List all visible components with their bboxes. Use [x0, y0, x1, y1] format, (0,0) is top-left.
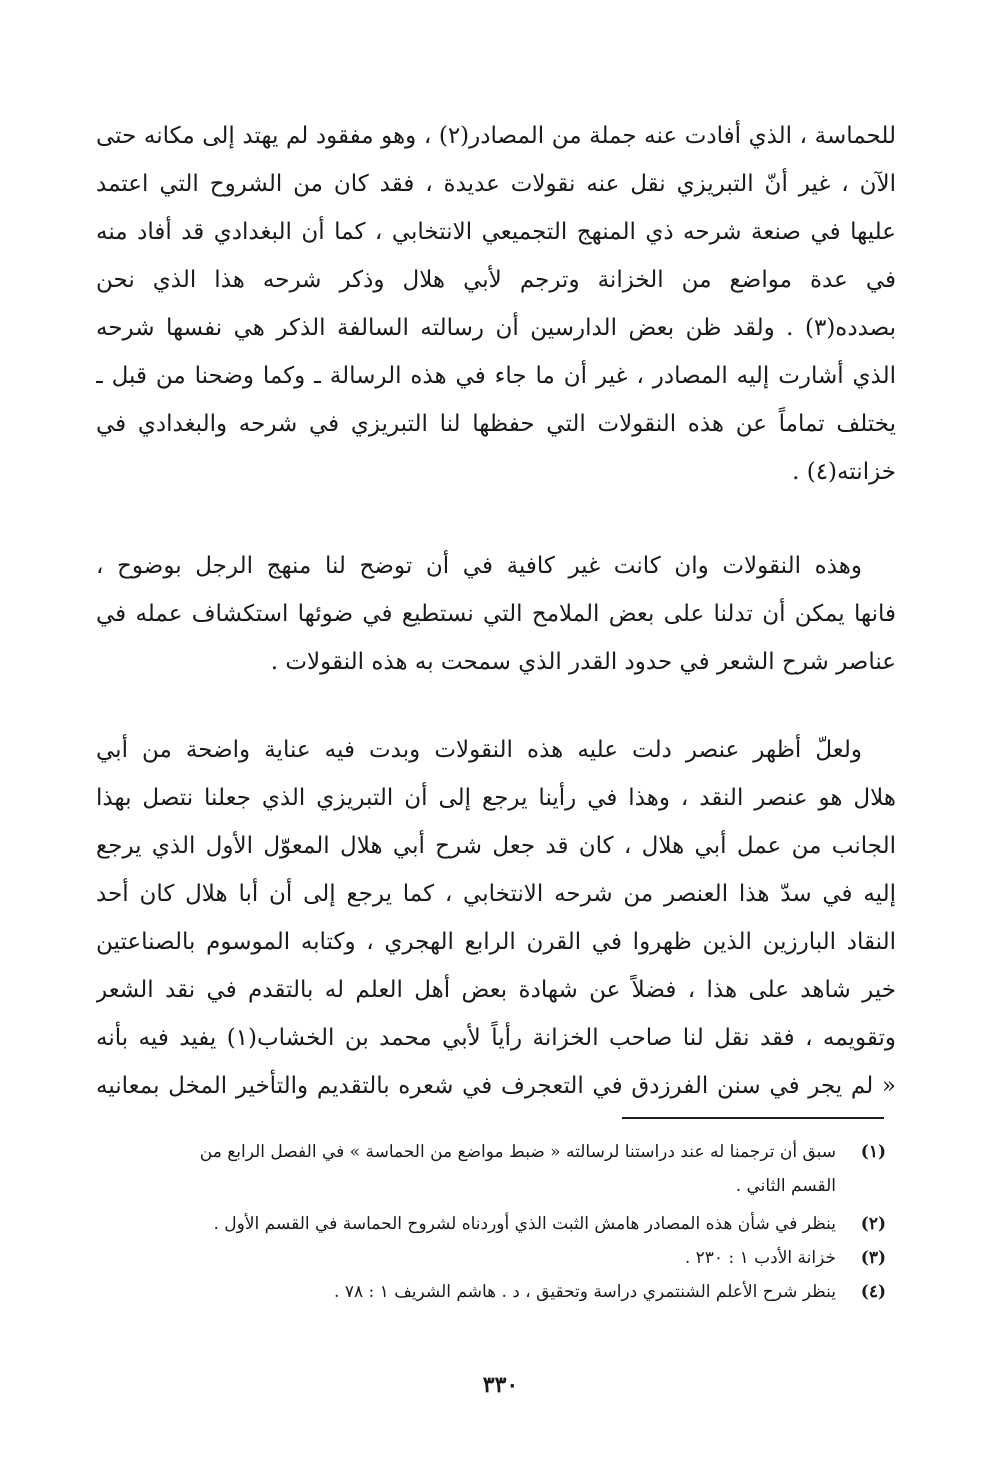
- text-line: بصدده(٣) . ولقد ظن بعض الدارسين أن رسالته السالفة الذكر هي نفسها شرحه: [96, 315, 896, 341]
- paragraph-spacer: [96, 496, 896, 542]
- paragraph-spacer: [96, 686, 896, 726]
- footnote-separator: [622, 1117, 884, 1119]
- text-line: « لم يجر في سنن الفرزدق في التعجرف في شعره بالتقديم والتأخير المخل بمعانيه: [96, 1073, 896, 1099]
- text-line: هلال هو عنصر النقد ، وهذا في رأينا يرجع إلى أن التبريزي الذي جعلنا نتصل بهذا: [96, 785, 896, 811]
- paragraph-2: [96, 542, 896, 686]
- text-line: عناصر شرح الشعر في حدود القدر الذي سمحت به هذه النقولات .: [270, 649, 896, 675]
- text-line: خير شاهد على هذا ، فضلاً عن شهادة بعض أهل العلم له بالتقدم في نقد الشعر: [96, 977, 896, 1003]
- text-line: للحماسة ، الذي أفادت عنه جملة من المصادر(٢) ، وهو مفقود لم يهتد إلى مكانه حتى: [96, 123, 896, 149]
- footnote-1: [96, 1135, 886, 1203]
- main-text: [96, 112, 896, 1110]
- footnote-3: [96, 1241, 886, 1275]
- text-line: فانها يمكن أن تدلنا على بعض الملامح التي نستطيع في ضوئها استكشاف عمله في: [96, 601, 896, 627]
- text-line: يختلف تماماً عن هذه النقولات التي حفظها لنا التبريزي في شرحه والبغدادي في: [96, 411, 896, 437]
- footnote-text: ينظر شرح الأعلم الشنتمري دراسة وتحقيق ، د . هاشم الشريف ١ : ٧٨ .: [334, 1282, 836, 1302]
- text-line: خزانته(٤) .: [792, 459, 896, 485]
- footnote-text: خزانة الأدب ١ : ٢٣٠ .: [684, 1248, 836, 1268]
- footnote-number: (٤): [860, 1282, 886, 1302]
- footnote-text: ينظر في شأن هذه المصادر هامش الثبت الذي أوردناه لشروح الحماسة في القسم الأول .: [213, 1214, 836, 1234]
- text-line: الجانب من عمل أبي هلال ، كان قد جعل شرح أبي هلال المعوّل الأول الذي يرجع: [96, 833, 896, 859]
- footnote-number: (٢): [860, 1214, 886, 1234]
- text-line: الذي أشارت إليه المصادر ، غير أن ما جاء في هذه الرسالة ـ وكما وضحنا من قبل ـ: [96, 363, 896, 389]
- footnote-text-continued: القسم الثاني .: [735, 1176, 836, 1196]
- footnote-number: (٣): [860, 1248, 886, 1268]
- page-number: ٣٣٠: [482, 1372, 519, 1398]
- text-line: وتقويمه ، فقد نقل لنا صاحب الخزانة رأياً لأبي محمد بن الخشاب(١) يفيد فيه بأنه: [96, 1025, 896, 1051]
- text-line: وهذه النقولات وان كانت غير كافية في أن توضح لنا منهج الرجل بوضوح ،: [96, 553, 862, 579]
- text-line: النقاد البارزين الذين ظهروا في القرن الرابع الهجري ، وكتابه الموسوم بالصناعتين: [96, 929, 896, 955]
- text-line: عليها في صنعة شرحه ذي المنهج التجميعي الانتخابي ، كما أن البغدادي قد أفاد منه: [96, 219, 896, 245]
- footnote-number: (١): [860, 1142, 886, 1162]
- footnote-2: [96, 1207, 886, 1241]
- footnote-text: سبق أن ترجمنا له عند دراستنا لرسالته « ضبط مواضع من الحماسة » في الفصل الرابع من: [199, 1142, 836, 1162]
- paragraph-3: [96, 726, 896, 1110]
- text-line: ولعلّ أظهر عنصر دلت عليه هذه النقولات وبدت فيه عناية واضحة من أبي: [96, 737, 862, 763]
- text-line: في عدة مواضع من الخزانة وترجم لأبي هلال وذكر شرحه هذا الذي نحن: [96, 267, 896, 293]
- footnotes: [96, 1135, 886, 1309]
- text-line: الآن ، غير أنّ التبريزي نقل عنه نقولات عديدة ، فقد كان من الشروح التي اعتمد: [96, 171, 896, 197]
- footnote-4: [96, 1275, 886, 1309]
- paragraph-1: [96, 112, 896, 496]
- text-line: إليه في سدّ هذا العنصر من شرحه الانتخابي ، كما يرجع إلى أن أبا هلال كان أحد: [96, 881, 896, 907]
